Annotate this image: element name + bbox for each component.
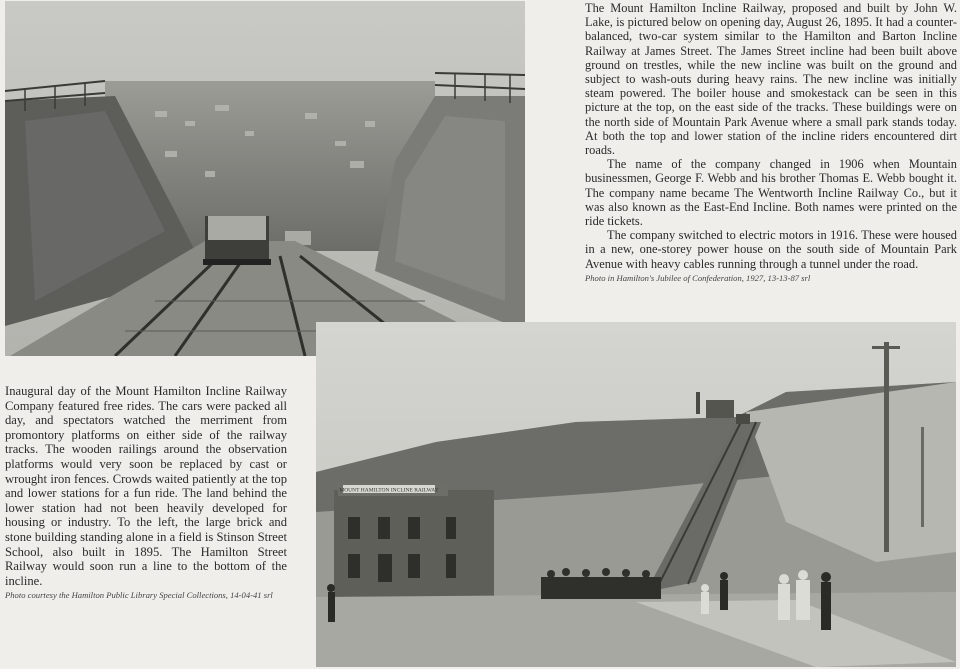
incline-top-view-illustration (5, 1, 525, 356)
paragraph-opening-day: The Mount Hamilton Incline Railway, proposed and built by John W. Lake, is pictured below on opening day, August 26, 1895. It had a counter-balanced, two-car system similar to the Hamilton and Barton Incline Railway at James Street. The James Street incline had been built above ground on trestles, while the new incline was built on the ground and subject to wash-outs during heavy rains. The new incline was initially steam powered. The boiler house and smokestack can be seen in this picture at the top, on the east side of the tracks. These buildings were on the north side of Mountain Park Avenue where a small park stands today. At both the top and lower station of the incline riders encountered dirt roads. (585, 1, 957, 158)
article-text-bottom (5, 384, 287, 601)
photo-credit-bottom: Photo courtesy the Hamilton Public Library Special Collections, 14-04-41 srl (5, 590, 273, 601)
incline-top-view-photo (5, 1, 525, 356)
lower-station-photo (316, 322, 956, 667)
photo-credit-top: Photo in Hamilton's Jubilee of Confederation, 1927, 13-13-87 srl (585, 272, 811, 283)
paragraph-inaugural-day: Inaugural day of the Mount Hamilton Incline Railway Company featured free rides. The cars were packed all day, and spectators watched the merriment from promontory platforms on either side of the railway tracks. The wooden railings around the observation platforms would very soon be replaced by cast or wrought iron fences. Crowds waited patiently at the top and lower stations for a fun ride. The land behind the lower station had not been heavily developed for housing or industry. To the left, the large brick and stone building standing alone in a field is Stinson Street School, also built in 1895. The Hamilton Street Railway would soon run a line to the bottom of the incline. (5, 384, 287, 588)
article-text-top (585, 1, 957, 284)
station-sign-text: MOUNT HAMILTON INCLINE RAILWAY (339, 487, 439, 494)
paragraph-electric-motors: The company switched to electric motors in 1916. These were housed in a new, one-storey power house on the south side of Mountain Park Avenue with heavy cables running through a tunnel under the road. (585, 228, 957, 271)
lower-station-illustration (316, 322, 956, 667)
paragraph-company-name: The name of the company changed in 1906 when Mountain businessmen, George F. Webb and his brother Thomas E. Webb bought it. The company name became The Wentworth Incline Railway Co., but it was also known as the East-End Incline. Both names were printed on the ride tickets. (585, 157, 957, 229)
